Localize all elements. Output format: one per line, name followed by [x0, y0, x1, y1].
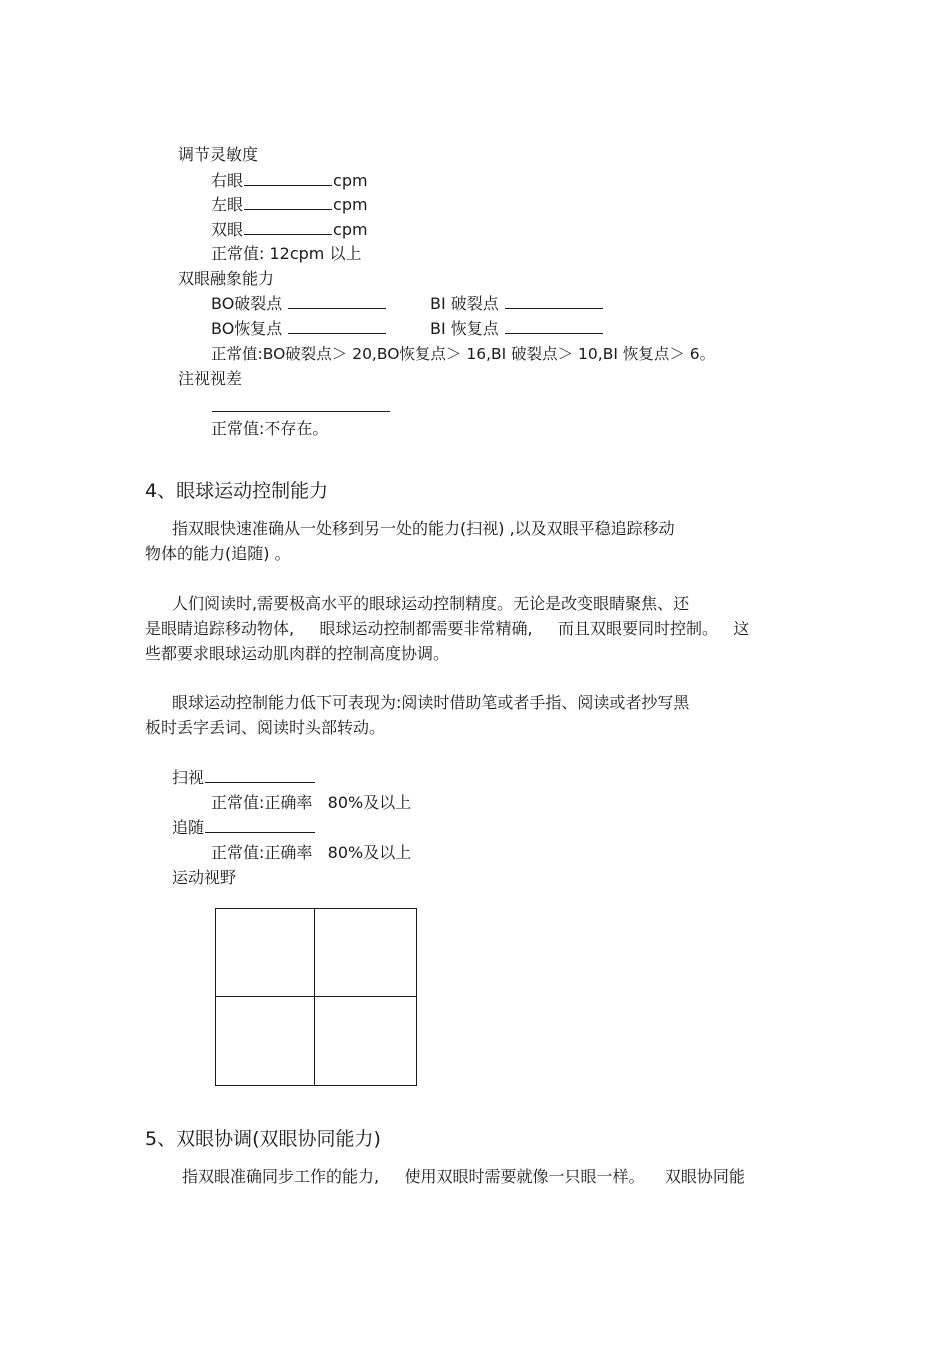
grid-vertical-divider	[314, 909, 315, 1085]
bo-recovery-blank[interactable]	[288, 318, 386, 334]
bo-recovery-label: BO恢复点	[211, 319, 283, 338]
bi-recovery-row	[430, 318, 604, 340]
section5-p1-line1: 指双眼准确同步工作的能力, 使用双眼时需要就像一只眼一样。 双眼协同能	[182, 1167, 745, 1186]
unit-label: cpm	[333, 220, 368, 239]
fixation-title: 注视视差	[178, 369, 243, 388]
bo-break-label: BO破裂点	[211, 294, 283, 313]
fusion-normal: 正常值:BO破裂点＞ 20,BO恢复点＞ 16,BI 破裂点＞ 10,BI 恢复点＞ 6。	[211, 345, 716, 363]
right-eye-blank[interactable]	[244, 170, 332, 186]
unit-label: cpm	[333, 195, 368, 214]
accommodation-left-row	[211, 194, 368, 216]
saccade-blank[interactable]	[205, 767, 315, 783]
bi-break-label: BI 破裂点	[430, 294, 499, 313]
fixation-normal: 正常值:不存在。	[211, 419, 329, 438]
fixation-row	[211, 396, 391, 418]
both-eyes-blank[interactable]	[244, 219, 332, 235]
visual-field-label: 运动视野	[172, 868, 237, 887]
section4-p1-line1: 指双眼快速准确从一处移到另一处的能力(扫视) ,以及双眼平稳追踪移动	[172, 519, 675, 538]
section4-p1-line2: 物体的能力(追随) 。	[145, 544, 291, 563]
both-eyes-label: 双眼	[211, 220, 244, 239]
pursuit-normal: 正常值:正确率 80%及以上	[211, 843, 412, 862]
left-eye-label: 左眼	[211, 195, 244, 214]
left-eye-blank[interactable]	[244, 194, 332, 210]
visual-field-grid	[215, 908, 417, 1086]
grid-horizontal-divider	[216, 996, 416, 997]
unit-label: cpm	[333, 171, 368, 190]
section4-p2-line1: 人们阅读时,需要极高水平的眼球运动控制精度。无论是改变眼睛聚焦、还	[172, 594, 690, 613]
section4-p2-line2: 是眼睛追踪移动物体, 眼球运动控制都需要非常精确, 而且双眼要同时控制。 这	[145, 619, 750, 638]
section4-heading: 4、眼球运动控制能力	[145, 480, 329, 502]
section5-heading: 5、双眼协调(双眼协同能力)	[145, 1128, 381, 1150]
pursuit-label: 追随	[172, 818, 205, 837]
bo-recovery-row	[211, 318, 387, 340]
pursuit-blank[interactable]	[205, 817, 315, 833]
pursuit-row	[172, 817, 316, 839]
bi-break-blank[interactable]	[505, 293, 603, 309]
fusion-title: 双眼融象能力	[178, 269, 275, 288]
saccade-normal: 正常值:正确率 80%及以上	[211, 793, 412, 812]
bo-break-row	[211, 293, 387, 315]
accommodation-title: 调节灵敏度	[178, 145, 259, 164]
section4-p2-line3: 些都要求眼球运动肌肉群的控制高度协调。	[145, 644, 450, 663]
accommodation-both-row	[211, 219, 368, 241]
bi-recovery-blank[interactable]	[505, 318, 603, 334]
bo-break-blank[interactable]	[288, 293, 386, 309]
section4-p3-line1: 眼球运动控制能力低下可表现为:阅读时借助笔或者手指、阅读或者抄写黑	[172, 693, 690, 712]
fixation-blank[interactable]	[212, 396, 390, 412]
bi-break-row	[430, 293, 604, 315]
right-eye-label: 右眼	[211, 171, 244, 190]
saccade-label: 扫视	[172, 768, 205, 787]
accommodation-normal: 正常值: 12cpm 以上	[211, 244, 362, 263]
accommodation-right-row	[211, 170, 368, 192]
section4-p3-line2: 板时丢字丢词、阅读时头部转动。	[145, 718, 386, 737]
saccade-row	[172, 767, 316, 789]
bi-recovery-label: BI 恢复点	[430, 319, 499, 338]
